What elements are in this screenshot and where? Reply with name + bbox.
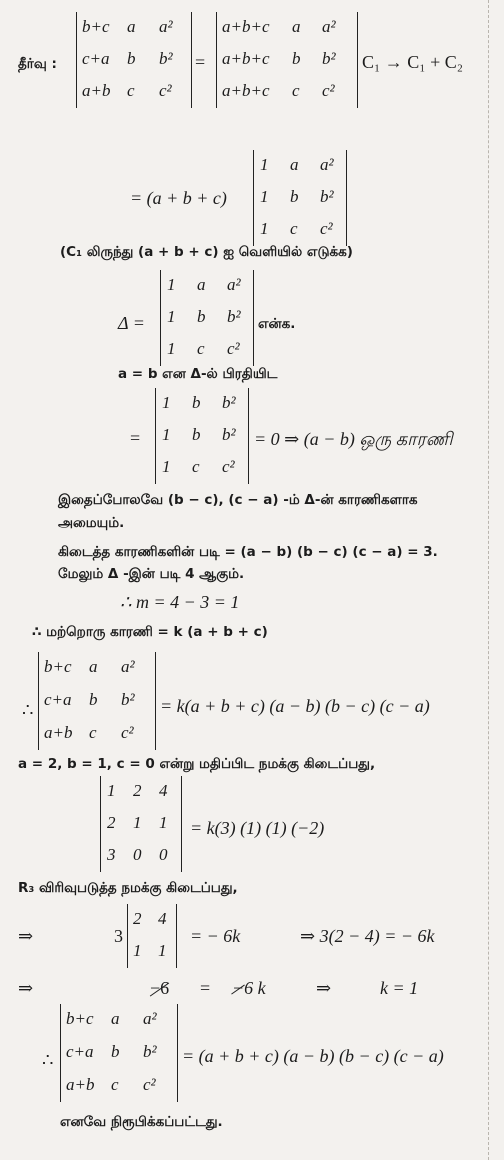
matrix-row: [77, 17, 191, 45]
matrix-row: [101, 781, 181, 809]
matrix-cell: 1: [158, 941, 167, 960]
matrix-row: [156, 425, 248, 453]
k-equals-one: k = 1: [380, 978, 419, 998]
matrix-cell: b²: [227, 307, 241, 326]
matrix-cell: a: [290, 155, 299, 174]
matrix-cell: a: [197, 275, 206, 294]
matrix-row: [128, 909, 176, 937]
identity-rhs: = k(a + b + c) (a − b) (b − c) (c − a): [160, 696, 430, 716]
matrix-cell: a: [292, 17, 301, 36]
implies-2: ⇒: [18, 978, 34, 998]
matrix-cell: a+b: [44, 722, 73, 742]
matrix-cell: 1: [133, 941, 142, 960]
matrix-cell: c: [197, 339, 205, 358]
degree-line-2: மேலும் Δ -இன் படி 4 ஆகும்.: [58, 566, 245, 582]
determinant-numeric: [100, 776, 182, 872]
matrix-row: [156, 393, 248, 421]
matrix-row: [254, 155, 346, 183]
matrix-cell: a+b+c: [222, 81, 270, 100]
matrix-cell: 1: [167, 307, 176, 326]
implies-three-times: ⇒ 3(2 − 4) = − 6k: [300, 926, 435, 946]
matrix-cell: 1: [260, 187, 269, 206]
matrix-cell: c: [127, 81, 135, 100]
matrix-row: [39, 723, 155, 751]
matrix-cell: 2: [107, 813, 116, 832]
matrix-cell: a+b+c: [222, 49, 270, 68]
matrix-cell: a: [89, 657, 98, 677]
six-value: 6: [160, 978, 170, 998]
matrix-cell: b: [89, 690, 98, 709]
matrix-cell: b: [292, 49, 301, 68]
matrix-cell: b: [197, 307, 206, 326]
matrix-row: [254, 219, 346, 247]
matrix-cell: b: [127, 49, 136, 68]
cancel-minus: −6: [150, 978, 170, 998]
matrix-cell: a: [111, 1009, 120, 1029]
matrix-cell: 0: [159, 845, 168, 864]
matrix-cell: a: [127, 17, 136, 36]
matrix-cell: 4: [159, 781, 168, 800]
determinant-original: [76, 12, 192, 108]
matrix-cell: a+b: [82, 81, 111, 100]
final-rhs: = (a + b + c) (a − b) (b − c) (c − a): [182, 1046, 444, 1066]
matrix-cell: b: [111, 1042, 120, 1061]
let-label: என்க.: [258, 316, 296, 332]
matrix-cell: c²: [227, 339, 240, 358]
solution-label: தீர்வு :: [18, 56, 57, 72]
put-values-line: a = 2, b = 1, c = 0 என்று மதிப்பிட நமக்கு கிடைப்பது,: [18, 756, 376, 772]
coefficient-three: 3: [114, 926, 123, 946]
matrix-cell: c²: [322, 81, 335, 100]
matrix-cell: 1: [167, 275, 176, 294]
cancel-six-k: −6 k: [232, 978, 266, 998]
matrix-row: [39, 657, 155, 685]
matrix-cell: 0: [133, 845, 142, 864]
equals-minus-6k: = − 6k: [190, 926, 241, 946]
determinant-ones-column: [253, 150, 347, 246]
matrix-cell: c²: [143, 1074, 156, 1094]
other-factor-line: ∴ மற்றொரு காரணி = k (a + b + c): [32, 624, 268, 640]
matrix-cell: a²: [121, 657, 135, 677]
column-operation: C₁ → C₁ + C₂: [362, 52, 463, 72]
matrix-cell: c²: [222, 457, 235, 476]
matrix-cell: c: [292, 81, 300, 100]
matrix-cell: b²: [320, 187, 334, 206]
matrix-cell: a²: [227, 275, 241, 294]
matrix-row: [61, 1009, 177, 1037]
similarly-line-1: இதைப்போலவே (b − c), (c − a) -ம் Δ-ன் காரணிகளாக: [58, 492, 418, 508]
matrix-cell: a+b+c: [222, 17, 270, 36]
matrix-cell: 1: [162, 393, 171, 412]
determinant-minor: [127, 904, 177, 968]
matrix-row: [217, 49, 357, 77]
take-out-note: (C₁ லிருந்து (a + b + c) ஐ வெளியில் எடுக்க): [60, 244, 353, 260]
equals-sign-2: =: [130, 428, 141, 448]
matrix-cell: a+b: [66, 1074, 95, 1094]
matrix-cell: 1: [107, 781, 116, 800]
matrix-cell: b²: [222, 425, 236, 444]
zero-implies-factor: = 0 ⇒ (a − b) ஒரு காரணி: [254, 429, 453, 449]
matrix-row: [161, 307, 253, 335]
matrix-cell: b+c: [82, 17, 110, 36]
matrix-cell: 1: [260, 155, 269, 174]
matrix-cell: 1: [162, 425, 171, 444]
matrix-cell: c²: [320, 219, 333, 238]
degree-line-1: கிடைத்த காரணிகளின் படி = (a − b) (b − c) (c − a) = 3.: [58, 544, 438, 560]
determinant-final: [60, 1004, 178, 1102]
matrix-cell: c: [89, 722, 97, 742]
proved-line: எனவே நிரூபிக்கப்பட்டது.: [60, 1114, 223, 1130]
expand-r3-line: R₃ விரிவுபடுத்த நமக்கு கிடைப்பது,: [18, 880, 238, 896]
matrix-cell: c²: [121, 722, 134, 742]
equals-sign: =: [195, 52, 206, 72]
matrix-cell: 1: [162, 457, 171, 476]
matrix-cell: b: [290, 187, 299, 206]
matrix-cell: b+c: [44, 657, 72, 677]
matrix-cell: a²: [322, 17, 336, 36]
matrix-row: [156, 457, 248, 485]
implies-1: ⇒: [18, 926, 34, 946]
matrix-cell: 2: [133, 909, 142, 928]
matrix-cell: b²: [322, 49, 336, 68]
matrix-row: [77, 49, 191, 77]
therefore-symbol-2: ∴: [42, 1050, 54, 1070]
matrix-cell: 1: [167, 339, 176, 358]
delta-label: Δ =: [118, 313, 145, 333]
matrix-cell: c²: [159, 81, 172, 100]
matrix-cell: c+a: [44, 690, 72, 709]
substitute-note: a = b என Δ-ல் பிரதியிட: [118, 366, 278, 382]
matrix-row: [161, 339, 253, 367]
six-k-value: 6 k: [244, 978, 266, 998]
matrix-cell: a²: [143, 1009, 157, 1029]
matrix-cell: c+a: [82, 49, 110, 68]
matrix-cell: b²: [222, 393, 236, 412]
therefore-symbol: ∴: [22, 700, 34, 720]
matrix-cell: b²: [159, 49, 173, 68]
matrix-cell: c: [290, 219, 298, 238]
matrix-row: [217, 81, 357, 109]
matrix-row: [39, 690, 155, 718]
matrix-row: [161, 275, 253, 303]
matrix-cell: c+a: [66, 1042, 94, 1061]
matrix-cell: b+c: [66, 1009, 94, 1029]
determinant-identity: [38, 652, 156, 750]
matrix-cell: 2: [133, 781, 142, 800]
numeric-rhs: = k(3) (1) (1) (−2): [190, 818, 325, 838]
determinant-column-op: [216, 12, 358, 108]
determinant-equal-rows: [155, 388, 249, 484]
matrix-cell: b²: [121, 690, 135, 709]
m-equation: ∴ m = 4 − 3 = 1: [120, 592, 240, 612]
matrix-cell: b: [192, 393, 201, 412]
factor-out-expression: = (a + b + c): [130, 188, 227, 208]
matrix-cell: b²: [143, 1042, 157, 1061]
matrix-cell: 4: [158, 909, 167, 928]
determinant-delta: [160, 270, 254, 366]
matrix-row: [217, 17, 357, 45]
matrix-cell: b: [192, 425, 201, 444]
matrix-cell: 1: [133, 813, 142, 832]
page-margin-line: [488, 0, 489, 1160]
matrix-row: [128, 941, 176, 969]
matrix-row: [61, 1042, 177, 1070]
matrix-cell: 1: [159, 813, 168, 832]
matrix-cell: a²: [320, 155, 334, 174]
matrix-cell: a²: [159, 17, 173, 36]
similarly-line-2: அமையும்.: [58, 515, 125, 531]
matrix-cell: 3: [107, 845, 116, 864]
matrix-row: [101, 813, 181, 841]
matrix-row: [101, 845, 181, 873]
matrix-cell: c: [192, 457, 200, 476]
implies-3: ⇒: [316, 978, 332, 998]
matrix-row: [61, 1075, 177, 1103]
matrix-cell: 1: [260, 219, 269, 238]
matrix-cell: c: [111, 1074, 119, 1094]
matrix-row: [254, 187, 346, 215]
matrix-row: [77, 81, 191, 109]
equals-sign-3: =: [200, 978, 211, 998]
